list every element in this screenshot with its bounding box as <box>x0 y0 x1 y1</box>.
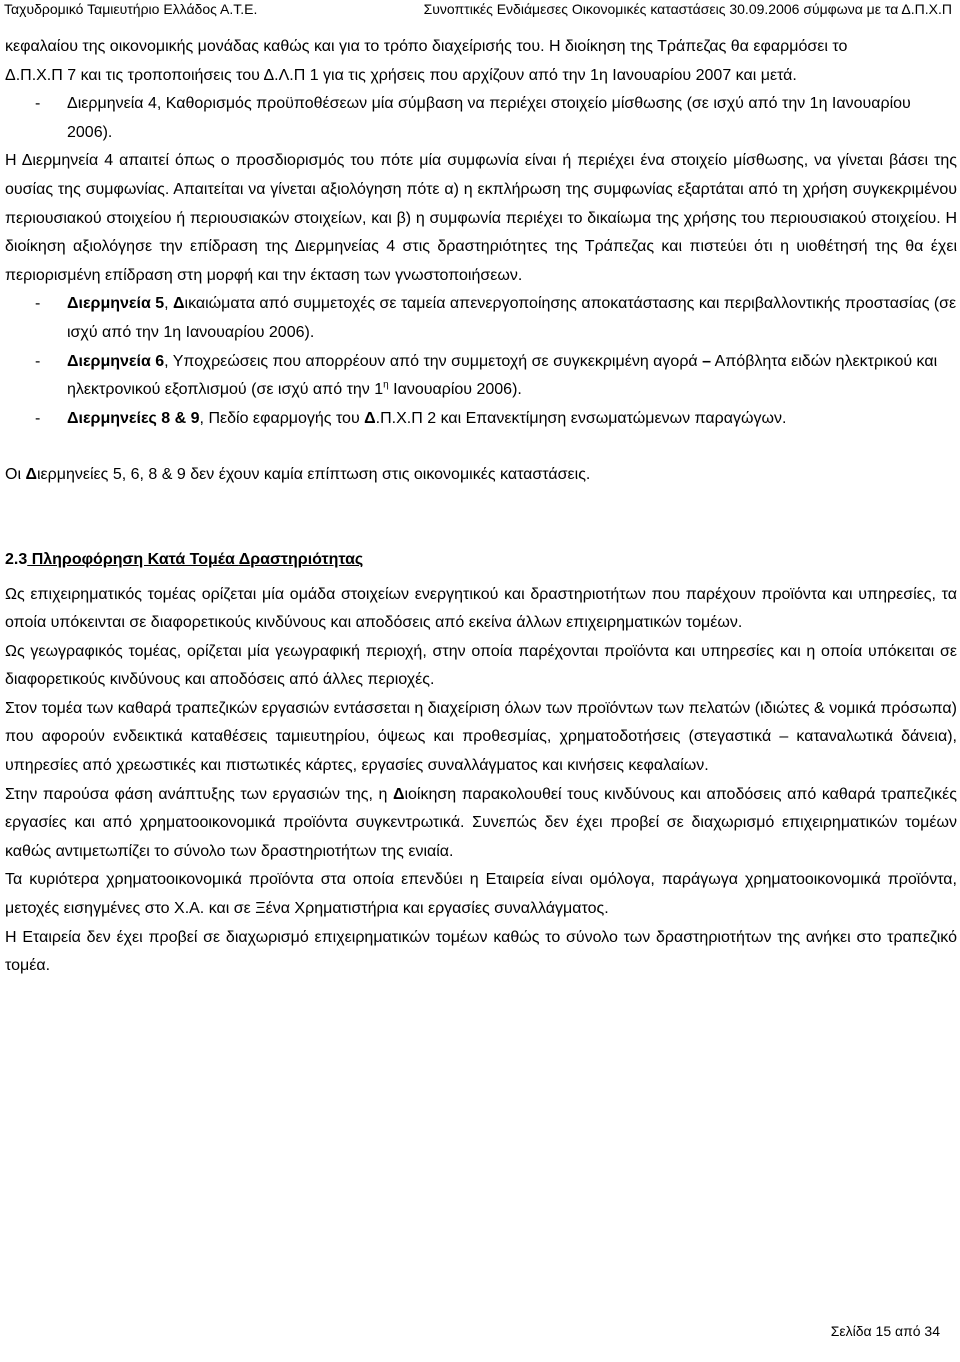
ifric-5-text: ικαιώματα από συμμετοχές σε ταμεία απενεργοποίησης αποκατάστασης και περιβαλλοντικής προστασίας (σε ισχύ από την 1η Ιανουαρίου 2006). <box>67 295 957 341</box>
summary-paragraph <box>5 461 957 490</box>
document-body <box>5 33 957 981</box>
financial-products-text: Τα κυριότερα χρηματοοικονομικά προϊόντα στα οποία επενδύει η Εταιρεία είναι ομόλογα, παράγωγα χρηματοοικονομικά προϊόντα, μετοχές εισηγμένες στο Χ.Α. και σε Ξένα Χρηματιστήρια και εργασίες συναλλάγματος. <box>5 871 957 918</box>
management-text-pre: Στην παρούσα φάση ανάπτυξης των εργασιών της, η <box>5 785 393 803</box>
ifric-8-9-heading: Διερμηνείες 8 & 9 <box>67 409 200 427</box>
ifric-6-heading: Διερμηνεία 6 <box>67 352 165 370</box>
ifric-4-paragraph-text: Η Διερμηνεία 4 απαιτεί όπως ο προσδιορισμός του πότε μία συμφωνία είναι ή περιέχει ένα στοιχείο μίσθωσης, να γίνεται βάσει της ουσίας της συμφωνίας. Απαιτείται να γίνεται αξιολόγηση πότε α) η εκπλήρωση της συμφωνίας εξαρτάται από τη χρήση συγκεκριμένου περιουσιακού στοιχείου ή περιουσιακών στοιχείων, και β) η συμφωνία περιέχει το δικαίωμα της χρήσης του περιουσιακού στοιχείου. Η διοίκηση αξιολόγησε την επίδραση της Διερμηνείας 4 στις δραστηριότητες της Τράπεζας και πιστεύει ότι η υιοθέτησή της θα έχει περιορισμένη επίδραση στη μορφή και την έκταση των γνωστοποιήσεων. <box>5 152 957 284</box>
ifric-5-heading: Διερμηνεία 5 <box>67 295 165 313</box>
intro-line-1: κεφαλαίου της οικονομικής μονάδας καθώς και για το τρόπο διαχείρισής του. Η διοίκηση της Τράπεζας θα εφαρμόσει το <box>5 38 848 55</box>
list-item-ifric-5 <box>5 290 957 347</box>
banking-operations-paragraph <box>5 695 957 781</box>
list-item-ifric-8-9 <box>5 405 957 434</box>
intro-paragraph <box>5 33 957 90</box>
summary-bold-letter: Δ <box>25 466 37 484</box>
page-header <box>0 0 960 18</box>
intro-line-2: Δ.Π.Χ.Π 7 και τις τροποποιήσεις του Δ.Λ.Π 1 για τις χρήσεις που αρχίζουν από την 1η Ιανουαρίου 2007 και μετά. <box>5 66 797 84</box>
ifric-6-text-1: , Υποχρεώσεις που απορρέουν από την συμμετοχή σε συγκεκριμένη αγορά <box>164 352 703 370</box>
ifric-6-dash: – <box>702 352 712 370</box>
management-bold-letter: Δ <box>392 785 405 803</box>
section-number: 2.3 <box>5 550 28 568</box>
ifric-4-text: Διερμηνεία 4, Καθορισμός προϋποθέσεων μία σύμβαση να περιέχει στοιχείο μίσθωσης (σε ισχύ από την 1η Ιανουαρίου 2006). <box>67 95 911 141</box>
list-dash: - <box>35 95 41 113</box>
management-text-post: ιοίκηση παρακολουθεί τους κινδύνους και αποδόσεις από καθαρά τραπεζικές εργασίες και από χρηματοοικονομικά προϊόντα συγκεντρωτικά. Συνεπώς δεν έχει προβεί σε διαχωρισμό επιχειρηματικών τομέων καθώς αντιμετωπίζει το σύνολο των δραστηριοτήτων της ενιαία. <box>5 785 958 860</box>
single-segment-paragraph <box>5 924 957 981</box>
summary-text-pre: Οι <box>5 466 26 484</box>
business-segment-text: Ως επιχειρηματικός τομέας ορίζεται μία ομάδα στοιχείων ενεργητικού και δραστηριοτήτων που παρέχουν προϊόντα και υπηρεσίες, τα οποία υπόκεινται σε διαφορετικούς κινδύνους και αποδόσεις από εκείνα άλλων επιχειρηματικών τομέων. <box>5 585 957 632</box>
ifric-6-text-2: Απόβλητα ειδών ηλεκτρικού και ηλεκτρονικού εξοπλισμού (σε ισχύ από την 1 <box>67 352 938 399</box>
ifric-8-9-text-2: .Π.Χ.Π 2 και Επανεκτίμηση ενσωματώμενων παραγώγων. <box>375 409 787 427</box>
list-dash: - <box>35 295 41 313</box>
ifric-5-bold-letter: Δ <box>173 295 185 313</box>
ifric-4-paragraph <box>5 147 957 290</box>
list-dash: - <box>35 409 41 427</box>
section-heading <box>5 546 957 575</box>
geographic-segment-text: Ως γεωγραφικός τομέας, ορίζεται μία γεωγραφική περιοχή, στην οποία παρέχονται προϊόντα και υπηρεσίες και η οποία υπόκειται σε διαφορετικούς κινδύνους και αποδόσεις από άλλες περιοχές. <box>5 642 957 689</box>
management-paragraph <box>5 781 957 867</box>
ifric-6-text-3: Ιανουαρίου 2006). <box>388 381 522 399</box>
business-segment-paragraph <box>5 581 957 638</box>
header-bank-name: Ταχυδρομικό Ταμιευτήριο Ελλάδος Α.Τ.Ε. <box>4 1 258 17</box>
list-item-ifric-6 <box>5 348 957 405</box>
financial-products-paragraph <box>5 866 957 923</box>
header-report-title: Συνοπτικές Ενδιάμεσες Οικονομικές καταστάσεις 30.09.2006 σύμφωνα με τα Δ.Π.Χ.Π <box>423 1 952 17</box>
section-title-part-1: Πληροφόρηση Κατά Τομέα <box>27 550 239 568</box>
section-title-letter: Δ <box>238 550 251 568</box>
list-item-ifric-4 <box>5 90 957 147</box>
section-title-part-2: ραστηριότητας <box>250 550 364 568</box>
list-dash: - <box>35 352 41 370</box>
geographic-segment-paragraph <box>5 638 957 695</box>
ifric-5-comma: , <box>164 295 174 313</box>
ifric-6-superscript: η <box>383 379 389 391</box>
ifric-8-9-bold-letter: Δ <box>364 409 376 427</box>
summary-text-post: ιερμηνείες 5, 6, 8 & 9 δεν έχουν καμία επίπτωση στις οικονομικές καταστάσεις. <box>36 466 591 484</box>
banking-operations-text: Στον τομέα των καθαρά τραπεζικών εργασιών εντάσσεται η διαχείριση όλων των προϊόντων των πελατών (ιδιώτες & νομικά πρόσωπα) που αφορούν ενδεικτικά καταθέσεις ταμιευτηρίου, όψεως και προθεσμίας, χρηματοδοτήσεις (στεγαστικά – καταναλωτικά δάνεια), υπηρεσίες από χρεωστικές και πιστωτικές κάρτες, εργασίες συναλλάγματος και κινήσεις κεφαλαίων. <box>5 699 957 775</box>
ifric-8-9-text-1: , Πεδίο εφαρμογής του <box>199 409 365 427</box>
single-segment-text: Η Εταιρεία δεν έχει προβεί σε διαχωρισμό επιχειρηματικών τομέων καθώς το σύνολο των δραστηριοτήτων της ανήκει στο τραπεζικό τομέα. <box>5 928 957 975</box>
page-number: Σελίδα 15 από 34 <box>830 1323 940 1339</box>
